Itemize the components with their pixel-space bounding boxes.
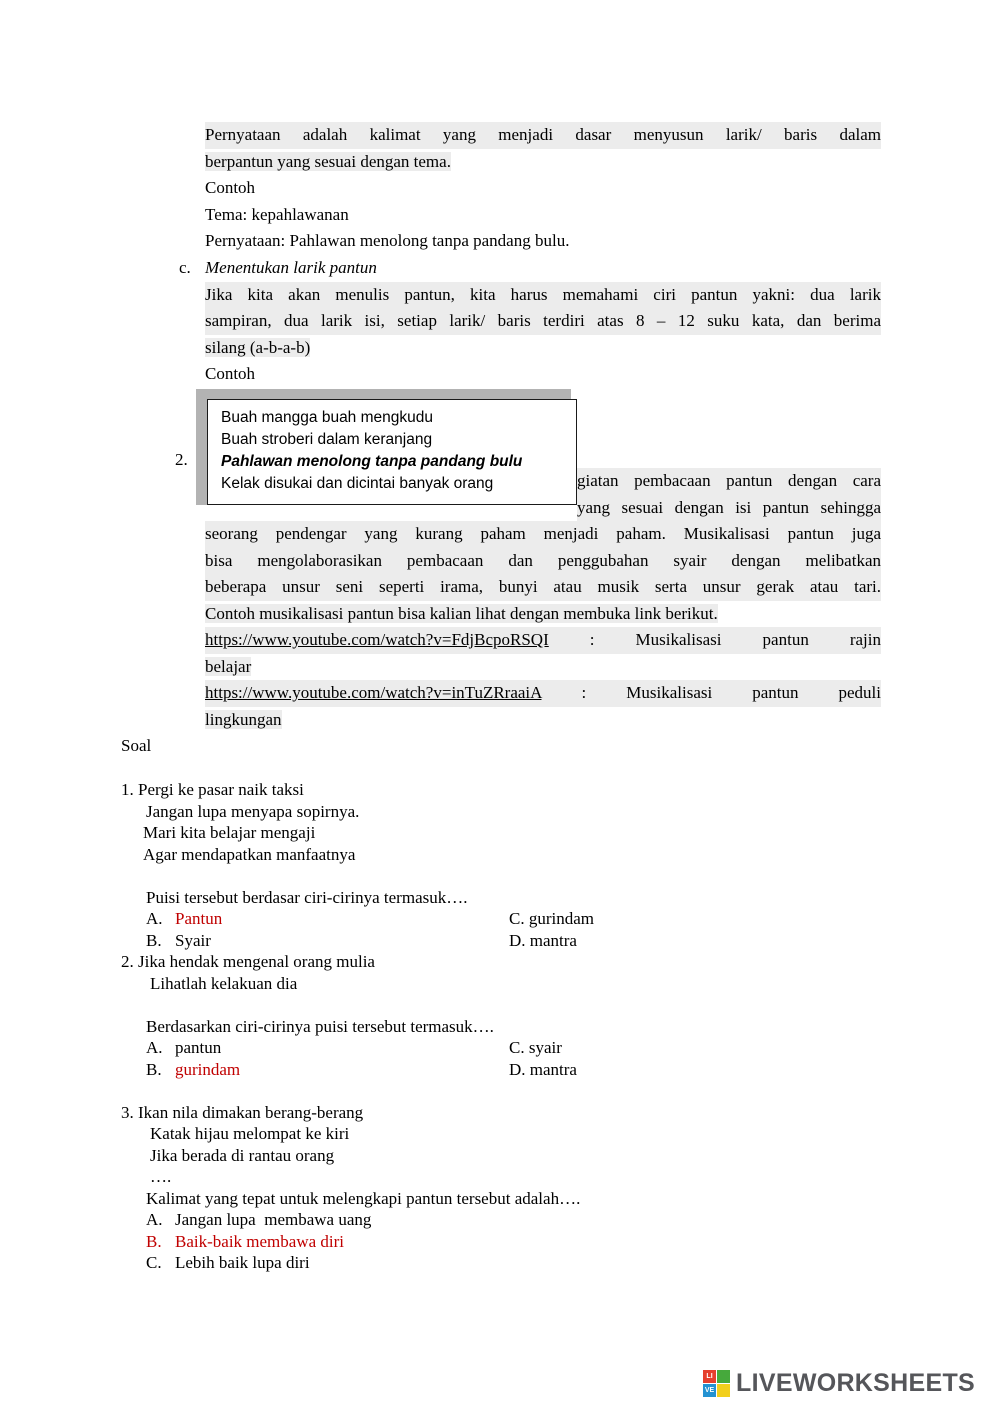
contoh-label: Contoh bbox=[205, 178, 256, 197]
q1-stanza-line: Jangan lupa menyapa sopirnya. bbox=[146, 801, 360, 821]
q3-stanza-line: …. bbox=[150, 1167, 172, 1186]
q2-question: Berdasarkan ciri-cirinya puisi tersebut termasuk…. bbox=[146, 1016, 494, 1036]
section-heading: Menentukan larik pantun bbox=[205, 258, 377, 277]
link-line-wrap: belajar bbox=[205, 656, 252, 676]
logo-cell-ve: VE bbox=[703, 1384, 716, 1397]
option-b-label: B. bbox=[146, 1059, 162, 1079]
q3-option-a[interactable]: Jangan lupa membawa uang bbox=[175, 1210, 372, 1229]
q2-option-a[interactable]: pantun bbox=[175, 1038, 222, 1057]
q3-stanza-line: Katak hijau melompat ke kiri bbox=[150, 1124, 350, 1143]
logo-cell-yellow bbox=[717, 1384, 730, 1397]
spacer bbox=[121, 994, 931, 1016]
pantun-line: Buah stroberi dalam keranjang bbox=[221, 431, 433, 448]
liveworksheets-logo-icon bbox=[703, 1370, 730, 1397]
q3-option-c-row bbox=[146, 1252, 931, 1274]
youtube-link-1[interactable]: https://www.youtube.com/watch?v=FdjBcpoRSQI bbox=[205, 630, 549, 649]
q3-stanza-line: 3. Ikan nila dimakan berang-berang bbox=[121, 1102, 364, 1122]
q2-stanza-line: 2. Jika hendak mengenal orang mulia bbox=[121, 952, 375, 971]
section-musikalisasi bbox=[205, 468, 881, 733]
list-marker-2: 2. bbox=[175, 450, 188, 469]
q3-option-b-answer[interactable]: Baik-baik membawa diri bbox=[175, 1231, 345, 1251]
pantun-example-box[interactable] bbox=[207, 399, 577, 505]
q2-option-b-answer[interactable]: gurindam bbox=[175, 1059, 241, 1079]
pantun-line: Kelak disukai dan dicintai banyak orang bbox=[221, 475, 494, 492]
q1-stanza-line: Agar mendapatkan manfaatnya bbox=[143, 844, 356, 864]
paragraph-line-fragment: giatan pembacaan pantun dengan cara bbox=[577, 468, 881, 495]
q1-question: Puisi tersebut berdasar ciri-cirinya termasuk…. bbox=[146, 887, 468, 907]
q2-options-row-2 bbox=[146, 1059, 931, 1081]
q2-option-c[interactable]: C. syair bbox=[509, 1038, 562, 1057]
option-a-label: A. bbox=[146, 1038, 163, 1057]
q2-option-d[interactable]: D. mantra bbox=[509, 1059, 577, 1079]
liveworksheets-brand-text: LIVEWORKSHEETS bbox=[736, 1369, 975, 1397]
q3-question: Kalimat yang tepat untuk melengkapi pantun tersebut adalah…. bbox=[146, 1188, 581, 1208]
option-b-label: B. bbox=[146, 930, 162, 950]
q1-stanza-line: Mari kita belajar mengaji bbox=[143, 823, 316, 842]
liveworksheets-footer bbox=[703, 1369, 975, 1398]
spacer bbox=[121, 865, 931, 887]
q1-stanza-line: 1. Pergi ke pasar naik taksi bbox=[121, 780, 304, 799]
paragraph-line: seorang pendengar yang kurang paham menjadi paham. Musikalisasi pantun juga bbox=[205, 521, 881, 548]
paragraph-line-fragment: yang sesuai dengan isi pantun sehingga bbox=[577, 495, 881, 522]
paragraph-line: berpantun yang sesuai dengan tema. bbox=[205, 151, 451, 171]
paragraph-line: Contoh musikalisasi pantun bisa kalian lihat dengan membuka link berikut. bbox=[205, 603, 718, 623]
section-menentukan-larik bbox=[179, 255, 881, 388]
soal-heading: Soal bbox=[121, 736, 152, 755]
paragraph-line: sampiran, dua larik isi, setiap larik/ baris terdiri atas 8 – 12 suku kata, dan berima bbox=[205, 308, 881, 335]
youtube-link-2[interactable]: https://www.youtube.com/watch?v=inTuZRraaiA bbox=[205, 683, 542, 702]
link-line: https://www.youtube.com/watch?v=inTuZRraaiA : Musikalisasi pantun peduli bbox=[205, 680, 881, 707]
link-line-wrap: lingkungan bbox=[205, 709, 282, 729]
q2-stanza-line: Lihatlah kelakuan dia bbox=[150, 973, 298, 993]
q2-options-row-1 bbox=[146, 1037, 931, 1059]
pantun-line: Buah mangga buah mengkudu bbox=[221, 409, 433, 426]
option-b-label: B. bbox=[146, 1231, 162, 1251]
spacer bbox=[121, 1080, 931, 1102]
q1-options-row-2 bbox=[146, 930, 931, 952]
section-pernyataan bbox=[205, 122, 881, 255]
list-marker-c: c. bbox=[179, 258, 191, 277]
contoh-label: Contoh bbox=[205, 364, 256, 383]
questions-section bbox=[121, 779, 931, 1274]
logo-cell-li: LI bbox=[703, 1370, 716, 1383]
pernyataan-line: Pernyataan: Pahlawan menolong tanpa pandang bulu. bbox=[205, 231, 570, 250]
tema-line: Tema: kepahlawanan bbox=[205, 204, 349, 224]
paragraph-line: Pernyataan adalah kalimat yang menjadi dasar menyusun larik/ baris dalam bbox=[205, 122, 881, 149]
pantun-line-highlighted: Pahlawan menolong tanpa pandang bulu bbox=[221, 453, 523, 470]
paragraph-line: beberapa unsur seni seperti irama, bunyi atau musik serta unsur gerak atau tari. bbox=[205, 574, 881, 601]
option-a-label: A. bbox=[146, 1210, 163, 1229]
paragraph-line: bisa mengolaborasikan pembacaan dan penggubahan syair dengan melibatkan bbox=[205, 548, 881, 575]
option-a-label: A. bbox=[146, 909, 163, 928]
q1-option-c[interactable]: C. gurindam bbox=[509, 909, 594, 928]
q3-option-c[interactable]: Lebih baik lupa diri bbox=[175, 1253, 310, 1272]
q1-option-d[interactable]: D. mantra bbox=[509, 930, 577, 950]
q3-stanza-line: Jika berada di rantau orang bbox=[150, 1145, 335, 1165]
q3-option-a-row bbox=[146, 1209, 931, 1231]
q1-option-a-answer[interactable]: Pantun bbox=[175, 909, 223, 928]
paragraph-line: silang (a-b-a-b) bbox=[205, 337, 311, 357]
q3-option-b-row bbox=[146, 1231, 931, 1253]
q1-options-row-1 bbox=[146, 908, 931, 930]
link-line: https://www.youtube.com/watch?v=FdjBcpoRSQI : Musikalisasi pantun rajin bbox=[205, 627, 881, 654]
logo-cell-green bbox=[717, 1370, 730, 1383]
paragraph-line: Jika kita akan menulis pantun, kita harus memahami ciri pantun yakni: dua larik bbox=[205, 282, 881, 309]
q1-option-b[interactable]: Syair bbox=[175, 930, 211, 950]
option-c-label: C. bbox=[146, 1253, 162, 1272]
